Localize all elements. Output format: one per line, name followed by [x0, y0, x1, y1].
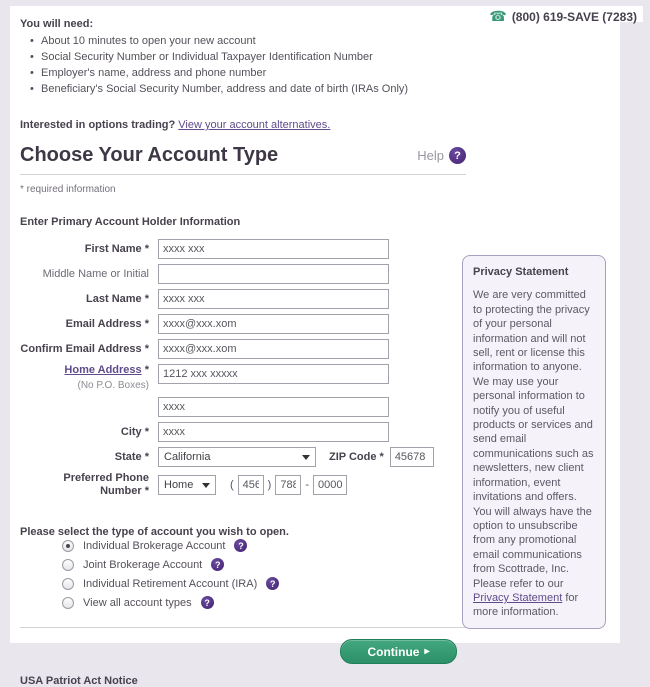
middle-name-label: Middle Name or Initial	[42, 267, 149, 280]
phone-number: (800) 619-SAVE (7283)	[511, 9, 637, 24]
phone-type-select[interactable]	[158, 475, 216, 495]
help-link[interactable]	[417, 147, 466, 164]
account-alternatives-link[interactable]: View your account alternatives.	[178, 119, 331, 131]
you-will-need-title: You will need:	[20, 18, 94, 30]
footer-divider	[20, 627, 466, 628]
form-row	[20, 364, 466, 392]
page-title: Choose Your Account Type	[20, 144, 279, 166]
dash-separator: -	[305, 479, 310, 491]
email-label: Email Address *	[65, 317, 149, 330]
heading-divider	[20, 174, 466, 175]
city-label: City *	[120, 425, 149, 438]
list-item: • About 10 minutes to open your new account	[30, 33, 466, 49]
help-icon[interactable]: ?	[266, 577, 279, 590]
last-name-input[interactable]	[158, 289, 389, 309]
account-holder-form	[20, 239, 466, 498]
confirm-email-input[interactable]	[158, 339, 389, 359]
paren-open: (	[230, 479, 234, 491]
main-column	[20, 18, 466, 687]
privacy-panel	[462, 255, 606, 629]
state-label: State *	[114, 450, 149, 463]
first-name-label: First Name *	[84, 242, 149, 255]
account-type-option[interactable]	[62, 576, 466, 591]
section-title: Enter Primary Account Holder Information	[20, 216, 241, 228]
account-type-option-label[interactable]: Individual Brokerage Account	[83, 539, 226, 552]
radio-button[interactable]	[62, 540, 74, 552]
city-input[interactable]	[158, 422, 389, 442]
paren-close: )	[267, 479, 272, 491]
middle-name-input[interactable]	[158, 264, 389, 284]
privacy-statement-link[interactable]: Privacy Statement	[473, 591, 563, 604]
privacy-title: Privacy Statement	[473, 266, 569, 278]
footer-row	[20, 639, 466, 664]
email-input[interactable]	[158, 314, 389, 334]
account-type-option-label[interactable]: Joint Brokerage Account	[83, 558, 203, 571]
form-row	[20, 472, 466, 498]
account-type-prompt: Please select the type of account you wish to open.	[20, 526, 289, 538]
zip-input[interactable]	[390, 447, 434, 467]
last-name-label: Last Name *	[86, 292, 149, 305]
radio-button[interactable]	[62, 578, 74, 590]
account-type-option[interactable]	[62, 538, 466, 553]
list-item: • Beneficiary's Social Security Number, address and date of birth (IRAs Only)	[30, 81, 466, 97]
home-address-input[interactable]	[158, 364, 389, 384]
help-icon[interactable]: ?	[449, 147, 466, 164]
help-icon[interactable]: ?	[201, 596, 214, 609]
radio-button[interactable]	[62, 597, 74, 609]
arrow-right-icon: ▸	[424, 646, 430, 657]
form-row	[20, 397, 466, 417]
account-type-option-label[interactable]: View all account types	[83, 596, 192, 609]
heading-row	[20, 144, 466, 167]
state-select[interactable]	[158, 447, 316, 467]
account-type-option-label[interactable]: Individual Retirement Account (IRA)	[83, 577, 258, 590]
phone-area-input[interactable]	[238, 475, 264, 495]
patriot-act-notice: USA Patriot Act Notice	[20, 675, 138, 687]
account-type-option[interactable]	[62, 557, 466, 572]
first-name-input[interactable]	[158, 239, 389, 259]
zip-label: ZIP Code *	[329, 451, 384, 463]
continue-button[interactable]	[340, 639, 457, 664]
options-trading-line	[20, 119, 466, 131]
phone-line-input[interactable]	[313, 475, 347, 495]
account-type-option[interactable]	[62, 595, 466, 610]
requirements-list	[30, 33, 466, 97]
main-panel	[10, 6, 643, 687]
phone-icon: ☎	[489, 8, 507, 24]
help-icon[interactable]: ?	[211, 558, 224, 571]
form-row	[20, 264, 466, 284]
form-row	[20, 447, 466, 467]
privacy-text: We are very committed to protecting the privacy of your personal information and will not sell, rent or license this information to anyone. We may use your personal information to notify you of useful products or services and send email communications such as newsletters, new client information, event invitations and offers. You will always have the option to unsubscribe from any promotional email communications from Scottrade, Inc. Please refer to our	[473, 289, 594, 590]
form-row	[20, 289, 466, 309]
address-line2-input[interactable]	[158, 397, 389, 417]
phone-label: Preferred Phone Number *	[63, 472, 149, 497]
options-trading-prompt: Interested in options trading?	[20, 119, 176, 131]
form-row	[20, 339, 466, 359]
privacy-text: for more information.	[473, 591, 579, 619]
list-item: • Social Security Number or Individual Taxpayer Identification Number	[30, 49, 466, 65]
phone-prefix-input[interactable]	[275, 475, 301, 495]
no-po-boxes-note: (No P.O. Boxes)	[77, 380, 149, 391]
required-note: * required information	[20, 184, 116, 195]
radio-button[interactable]	[62, 559, 74, 571]
help-label: Help	[417, 148, 444, 163]
list-item: • Employer's name, address and phone number	[30, 65, 466, 81]
form-row	[20, 422, 466, 442]
home-address-label-block	[20, 364, 158, 392]
phone-type-value: Home	[164, 479, 194, 491]
confirm-email-label: Confirm Email Address *	[20, 342, 149, 355]
help-icon[interactable]: ?	[234, 539, 247, 552]
form-row	[20, 239, 466, 259]
home-address-label-link[interactable]: Home Address	[64, 364, 142, 376]
contact-phone	[489, 8, 637, 25]
chevron-down-icon	[202, 483, 210, 488]
form-row	[20, 314, 466, 334]
continue-label: Continue	[367, 644, 420, 659]
required-marker: *	[144, 364, 149, 376]
state-select-value: California	[164, 451, 211, 463]
right-margin-strip	[620, 22, 643, 643]
chevron-down-icon	[302, 455, 310, 460]
